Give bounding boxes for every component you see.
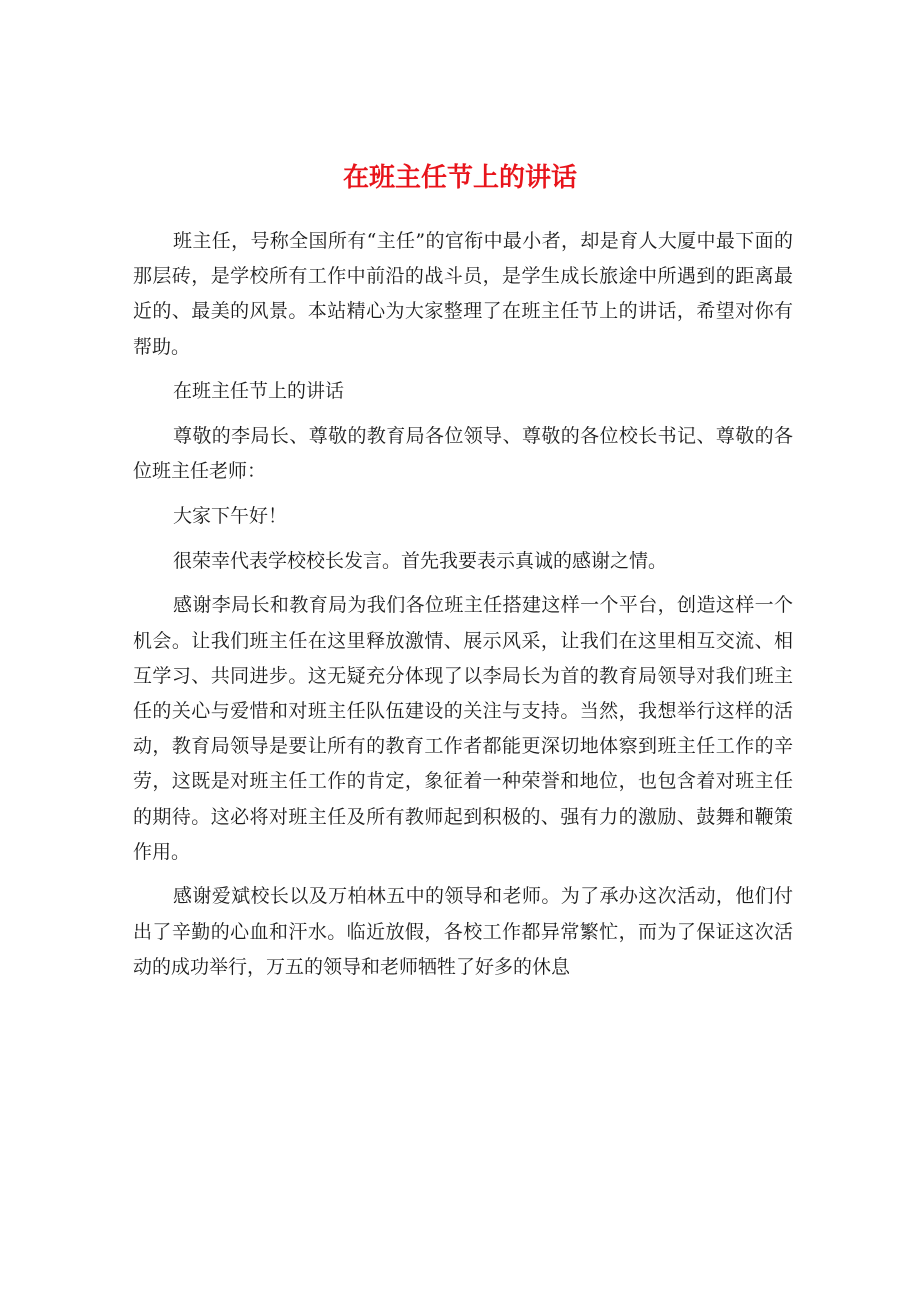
document-title: 在班主任节上的讲话	[342, 163, 577, 193]
paragraph-thanks-school: 感谢爱斌校长以及万柏林五中的领导和老师。为了承办这次活动，他们付出了辛勤的心血和汗水。临近放假，各校工作都异常繁忙，而为了保证这次活动的成功举行，万五的领导和老师牺牲了好多的休息	[133, 885, 793, 978]
paragraph-opening: 很荣幸代表学校校长发言。首先我要表示真诚的感谢之情。	[173, 549, 668, 572]
paragraph-salutation: 尊敬的李局长、尊敬的教育局各位领导、尊敬的各位校长书记、尊敬的各位班主任老师：	[133, 425, 793, 483]
document-body	[133, 224, 793, 985]
paragraph-intro: 班主任，号称全国所有“主任”的官衔中最小者，却是育人大厦中最下面的那层砖，是学校所有工作中前沿的战斗员，是学生成长旅途中所遇到的距离最近的、最美的风景。本站精心为大家整理了在班主任节上的讲话，希望对你有帮助。	[133, 230, 793, 358]
paragraph-thanks-bureau: 感谢李局长和教育局为我们各位班主任搭建这样一个平台，创造这样一个机会。让我们班主任在这里释放激情、展示风采，让我们在这里相互交流、相互学习、共同进步。这无疑充分体现了以李局长为首的教育局领导对我们班主任的关心与爱惜和对班主任队伍建设的关注与支持。当然，我想举行这样的活动，教育局领导是要让所有的教育工作者都能更深切地体察到班主任工作的辛劳，这既是对班主任工作的肯定，象征着一种荣誉和地位，也包含着对班主任的期待。这必将对班主任及所有教师起到积极的、强有力的激励、鼓舞和鞭策作用。	[133, 594, 793, 863]
paragraph-subtitle: 在班主任节上的讲话	[173, 380, 345, 403]
paragraph-greeting: 大家下午好！	[173, 504, 288, 527]
